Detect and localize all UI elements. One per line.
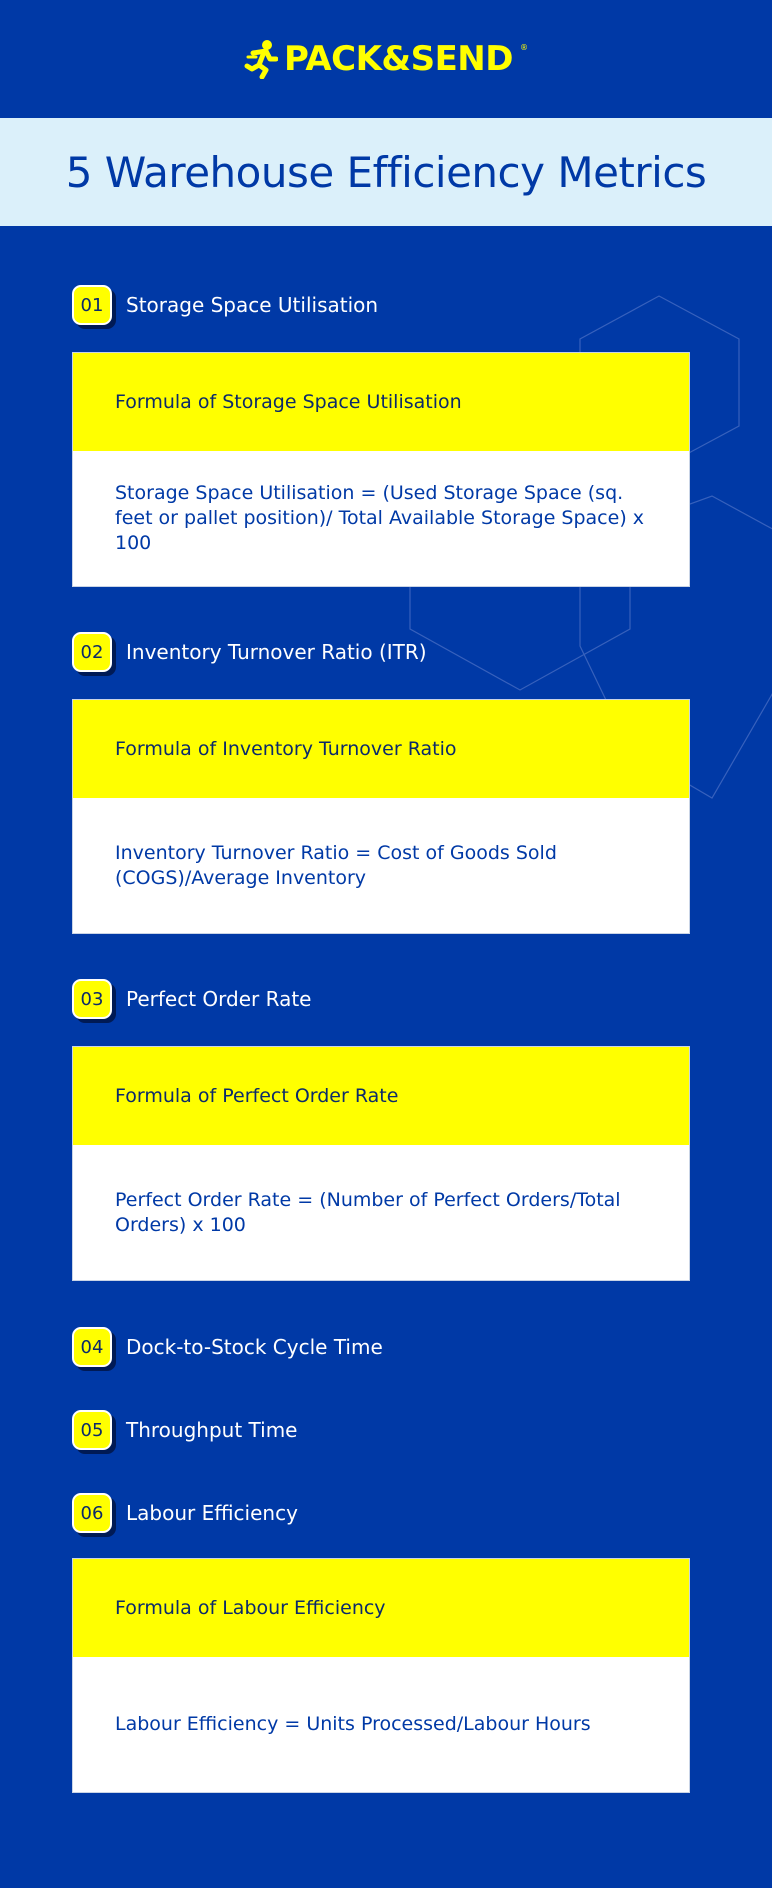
formula-text: Inventory Turnover Ratio = Cost of Goods Sold (COGS)/Average Inventory	[115, 841, 557, 889]
metric-04	[72, 1327, 383, 1367]
card-heading	[73, 1047, 689, 1145]
formula-text: Perfect Order Rate = (Number of Perfect Orders/Total Orders) x 100	[115, 1188, 621, 1236]
number-badge	[72, 285, 112, 325]
formula-card-labour	[72, 1558, 690, 1793]
metric-01	[72, 285, 378, 325]
metric-05	[72, 1410, 297, 1450]
brand-name: PACK&SEND	[284, 39, 513, 79]
metric-06	[72, 1493, 298, 1533]
card-heading	[73, 700, 689, 798]
card-heading	[73, 1559, 689, 1657]
card-heading-text: Formula of Labour Efficiency	[115, 1597, 386, 1619]
card-body	[73, 798, 689, 933]
formula-card-itr	[72, 699, 690, 934]
metric-label: Dock-to-Stock Cycle Time	[126, 1335, 383, 1359]
number-badge	[72, 979, 112, 1019]
formula-text: Storage Space Utilisation = (Used Storage Space (sq. feet or pallet position)/ Total Available Storage Space) x 100	[115, 482, 645, 554]
metric-03	[72, 979, 311, 1019]
badge-number: 06	[72, 1493, 112, 1533]
badge-number: 02	[72, 632, 112, 672]
card-heading-text: Formula of Perfect Order Rate	[115, 1085, 399, 1107]
badge-number: 03	[72, 979, 112, 1019]
header	[0, 0, 772, 118]
card-heading	[73, 353, 689, 451]
number-badge	[72, 1410, 112, 1450]
registered-mark: ®	[519, 42, 528, 52]
badge-number: 04	[72, 1327, 112, 1367]
badge-number: 01	[72, 285, 112, 325]
formula-text: Labour Efficiency = Units Processed/Labour Hours	[115, 1713, 591, 1735]
number-badge	[72, 632, 112, 672]
number-badge	[72, 1327, 112, 1367]
running-person-icon	[244, 39, 278, 79]
badge-number: 05	[72, 1410, 112, 1450]
metric-label: Throughput Time	[126, 1418, 298, 1442]
formula-card-storage	[72, 352, 690, 587]
page-title: 5 Warehouse Efficiency Metrics	[65, 147, 707, 197]
metric-label: Perfect Order Rate	[126, 987, 312, 1011]
card-heading-text: Formula of Inventory Turnover Ratio	[115, 738, 457, 760]
title-band	[0, 118, 772, 226]
brand-logo	[244, 39, 528, 79]
card-body	[73, 1657, 689, 1792]
card-body	[73, 1145, 689, 1280]
metric-label: Storage Space Utilisation	[126, 293, 379, 317]
formula-card-perfect-order	[72, 1046, 690, 1281]
card-heading-text: Formula of Storage Space Utilisation	[115, 391, 462, 413]
metric-label: Labour Efficiency	[126, 1501, 298, 1525]
metric-02	[72, 632, 427, 672]
card-body	[73, 451, 689, 586]
number-badge	[72, 1493, 112, 1533]
metric-label: Inventory Turnover Ratio (ITR)	[126, 640, 427, 664]
